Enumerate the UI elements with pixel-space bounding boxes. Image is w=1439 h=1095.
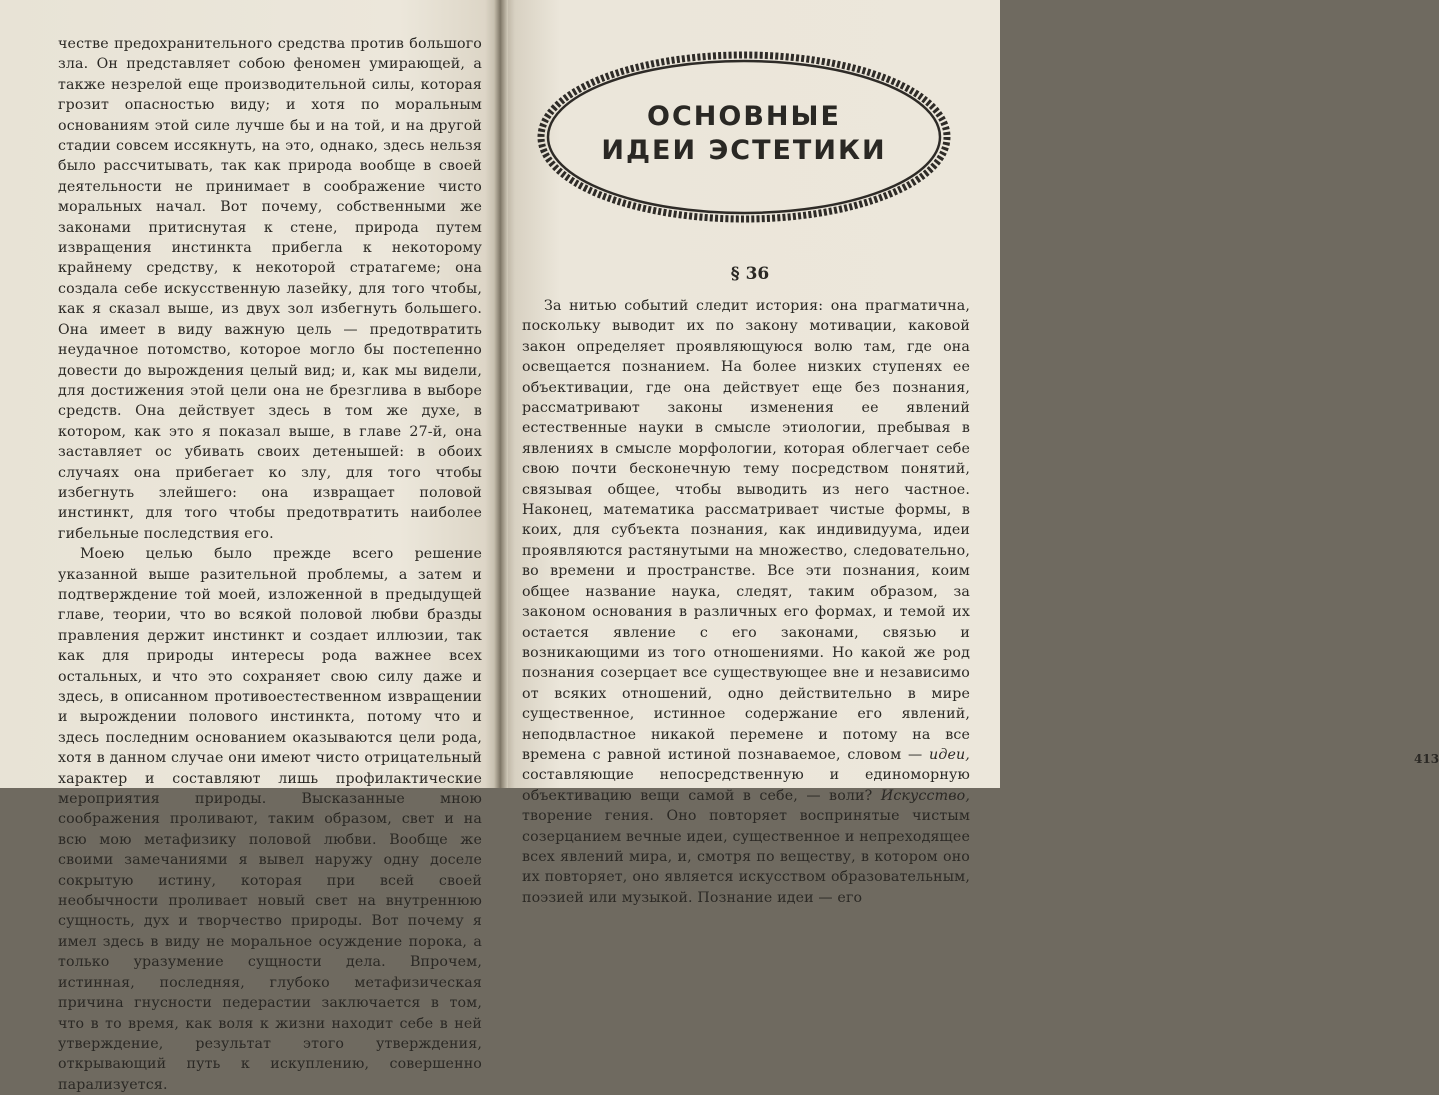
italic-term-ideas: идеи, [929, 746, 970, 763]
left-paragraph-2: Моею целью было прежде всего решение указанной выше разительной проблемы, а затем и подтверждение той моей, изложенной в предыдущей главе, теории, что во всякой половой любви бразды правления держит инстинкт и создает иллюзии, так как для природы интересы рода важнее всех остальных, и что это сохраняет свою силу даже и здесь, в описанном противоестественном извращении и вырождении полового инстинкта, потому что и здесь последним основанием оказываются цели рода, хотя в данном случае они имеют чисто отрицательный характер и составляют лишь профилактические мероприятия природы. Высказанные мною соображения проливают, таким образом, свет и на всю мою метафизику половой любви. Вообще же своими замечаниями я вывел наружу одну доселе сокрытую истину, которая при всей своей необычности проливает новый свет на внутреннюю сущность, дух и творчество природы. Вот почему я имел здесь в виду не моральное осуждение порока, а только уразумение сущности дела. Впрочем, истинная, последняя, глубоко метафизическая причина гнусности педерастии заключается в том, что в то время, как воля к жизни находит себе в ней утверждение, результат этого утверждения, открывающий путь к искуплению, совершенно парализуется. [58, 546, 482, 1093]
chapter-title [534, 100, 954, 168]
right-page [500, 0, 1439, 906]
left-paragraph-1: честве предохранительного средства против большого зла. Он представляет собою феномен умирающей, а также незрелой еще производительной силы, которая грозит опасностью виду; и хотя по моральным основаниям этой силе лучше бы и на той, и на другой стадии совсем иссякнуть, на это, однако, здесь нельзя было рассчитывать, так как природа вообще в своей деятельности не принимает в соображение чисто моральных начал. Вот почему, собственными же законами притиснутая к стене, природа путем извращения инстинкта прибегла к некоторому крайнему средству, к некоторой стратагеме; она создала себе искусственную лазейку, для того чтобы, как я сказал выше, из двух зол избегнуть большего. Она имеет в виду важную цель — предотвратить неудачное потомство, которое могло бы постепенно довести до вырождения целый вид; и, как мы видели, для достижения этой цели она не брезглива в выборе средств. Она действует здесь в том же духе, в котором, как это я показал выше, в главе 27-й, она заставляет ос убивать своих детенышей: в обоих случаях она прибегает ко злу, для того чтобы избегнуть злейшего: она извращает половой инстинкт, для того чтобы предотвратить наиболее гибельные последствия его. [58, 36, 482, 542]
text-segment: составляющие непосредственную и единоморную объективацию вещи самой в себе, — воли? [522, 767, 970, 804]
text-segment: творение гения. Оно повторяет воспринятые чистым созерцанием вечные идеи, существенное и непреходящее всех явлений мира, и, смотря по веществу, в котором оно их повторяет, оно является искусством образовательным, поэзией или музыкой. Познание идеи — его [522, 808, 970, 906]
section-number: § 36 [730, 264, 770, 284]
text-segment: За нитью событий следит история: она прагматична, поскольку выводит их по закону мотивации, каковой закон определяет проявляющуюся волю там, где она освещается познанием. На более низких ступенях ее объективации, где она действует еще без познания, рассматривают законы изменения ее явлений естественные науки в смысле этиологии, пребывая в явлениях в смысле морфологии, которая облегчает себе свою почти бесконечную тему посредством понятий, связывая общее, чтобы выводить из него частное. Наконец, математика рассматривает чистые формы, в коих, для субъекта познания, как индивидуума, идеи проявляются растянутыми на множество, следовательно, во времени и пространстве. Все эти познания, коим общее название наука, следят, таким образом, за законом основания в различных его формах, и темой их остается явление с его законами, связью и возникающими из того отношениями. Но какой же род познания созерцает все существующее вне и независимо от всяких отношений, одно действительно в мире существенное, истинное содержание его явлений, неподвластное никакой перемене и потому на все времена с равной истиной познаваемое, словом — [522, 298, 970, 763]
book-gutter [494, 0, 508, 788]
right-paragraph-1 [522, 296, 970, 908]
chapter-title-line-1: ОСНОВНЫЕ [647, 101, 841, 132]
left-page-text [58, 34, 482, 1095]
chapter-title-frame [534, 48, 954, 226]
right-page-text [522, 296, 970, 908]
left-page [0, 0, 500, 1093]
italic-term-art: Искусство, [880, 787, 970, 804]
chapter-title-line-2: ИДЕИ ЭСТЕТИКИ [601, 135, 887, 166]
page-number: 413 [1414, 752, 1439, 766]
